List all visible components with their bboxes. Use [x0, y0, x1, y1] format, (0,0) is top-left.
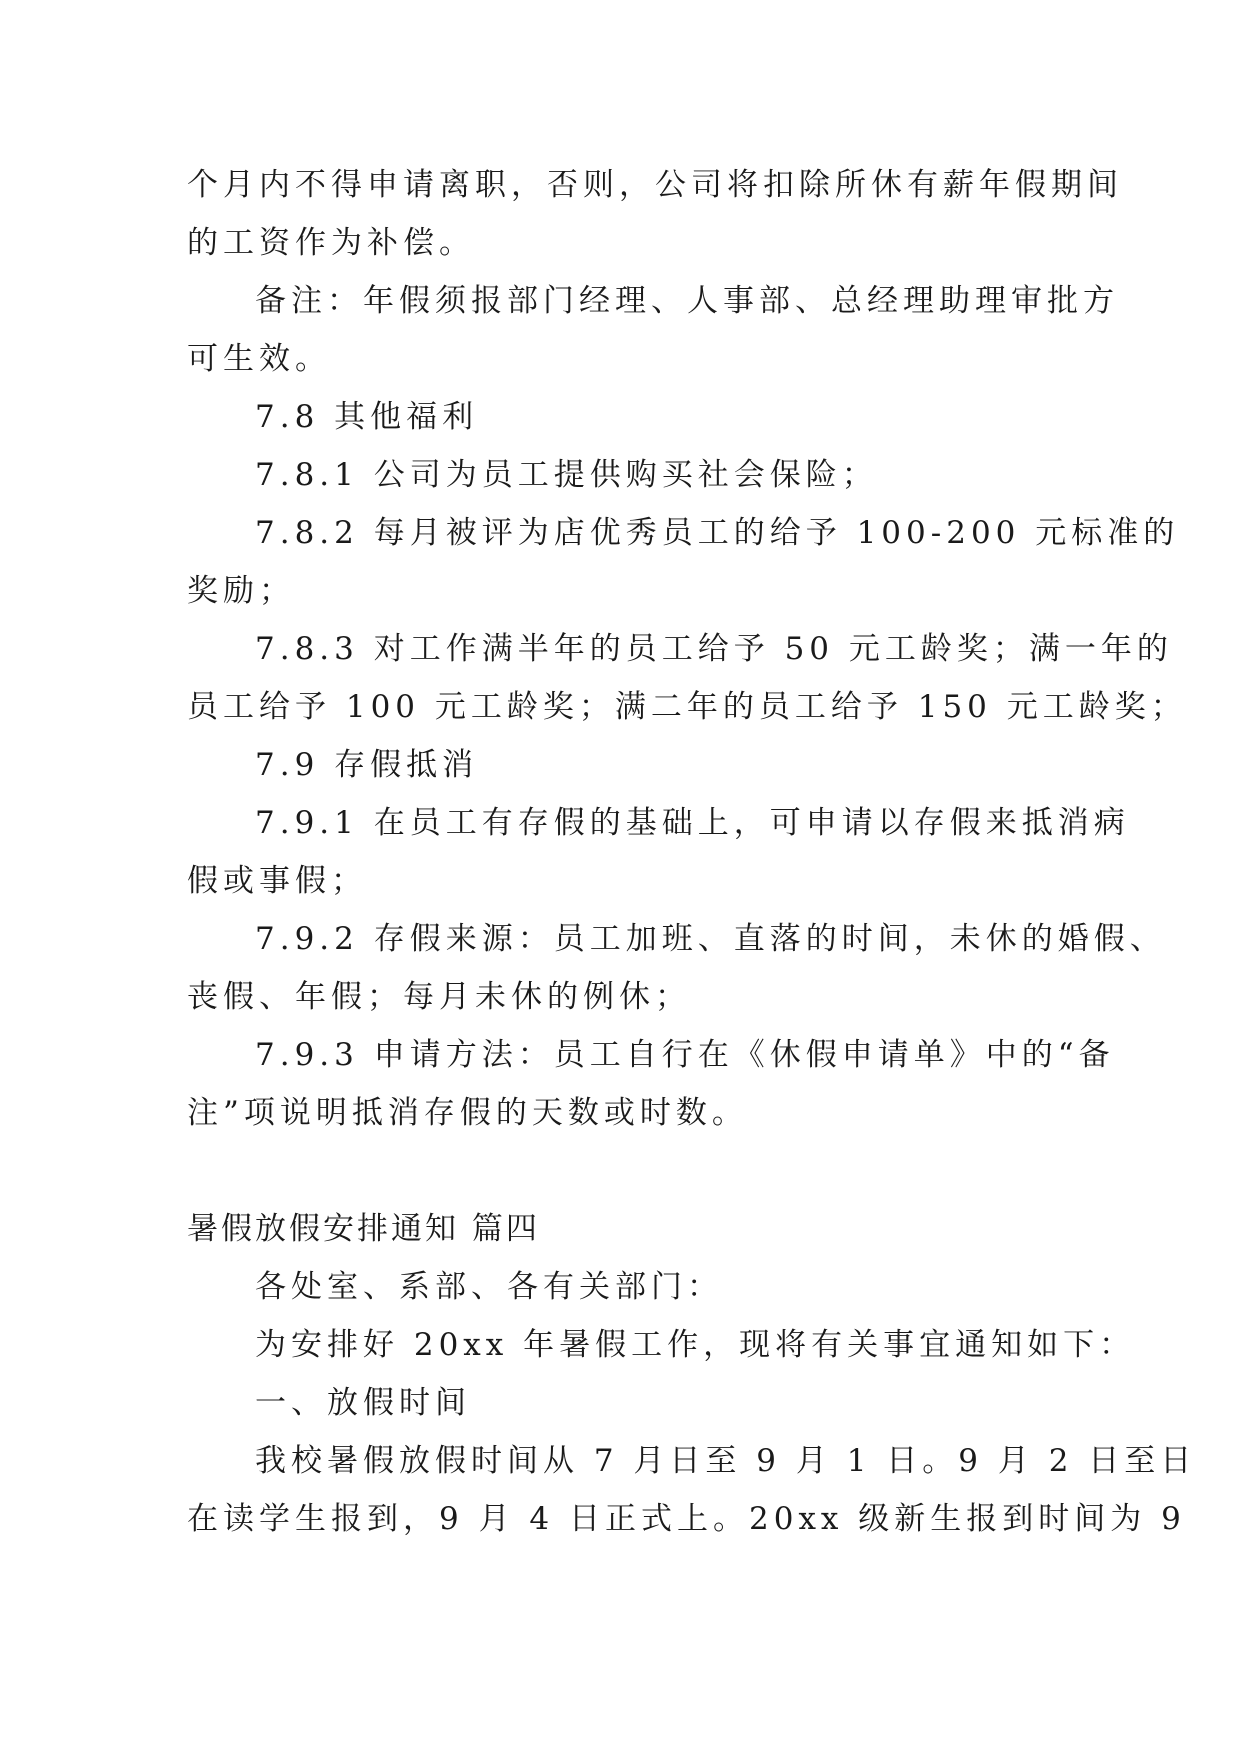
paragraph-line: 可生效。 [187, 341, 331, 377]
paragraph-line: 假或事假； [187, 863, 367, 899]
paragraph-line: 为安排好 20xx 年暑假工作，现将有关事宜通知如下： [255, 1327, 1136, 1363]
paragraph-line: 7.9.3 申请方法：员工自行在《休假申请单》中的“备 [255, 1037, 1115, 1073]
paragraph-line: 丧假、年假；每月未休的例休； [187, 979, 691, 1015]
paragraph-line: 7.8.2 每月被评为店优秀员工的给予 100-200 元标准的 [255, 515, 1180, 551]
paragraph-line: 员工给予 100 元工龄奖；满二年的员工给予 150 元工龄奖； [187, 689, 1187, 725]
paragraph-line: 7.9.1 在员工有存假的基础上，可申请以存假来抵消病 [255, 805, 1130, 841]
section-spacer [187, 1142, 1072, 1200]
paragraph-line: 7.8.3 对工作满半年的员工给予 50 元工龄奖；满一年的 [255, 631, 1173, 667]
salutation: 各处室、系部、各有关部门： [255, 1269, 723, 1305]
paragraph-line: 个月内不得申请离职，否则，公司将扣除所休有薪年假期间 [187, 167, 1123, 203]
section-heading: 7.8 其他福利 [255, 399, 479, 435]
paragraph-line: 注”项说明抵消存假的天数或时数。 [187, 1095, 748, 1131]
paragraph-line: 奖励； [187, 573, 295, 609]
section-heading: 7.9 存假抵消 [255, 747, 479, 783]
paragraph-line: 备注：年假须报部门经理、人事部、总经理助理审批方 [255, 283, 1119, 319]
paragraph-line: 7.8.1 公司为员工提供购买社会保险； [255, 457, 878, 493]
paragraph-line: 在读学生报到，9 月 4 日正式上。20xx 级新生报到时间为 9 [187, 1501, 1186, 1537]
paragraph-line: 的工资作为补偿。 [187, 225, 475, 261]
document-body [187, 156, 1197, 1548]
paragraph-line: 我校暑假放假时间从 7 月日至 9 月 1 日。9 月 2 日至日 [255, 1443, 1197, 1479]
paragraph-line: 7.9.2 存假来源：员工加班、直落的时间，未休的婚假、 [255, 921, 1166, 957]
article-title: 暑假放假安排通知 篇四 [187, 1211, 540, 1247]
section-heading: 一、放假时间 [255, 1385, 471, 1421]
